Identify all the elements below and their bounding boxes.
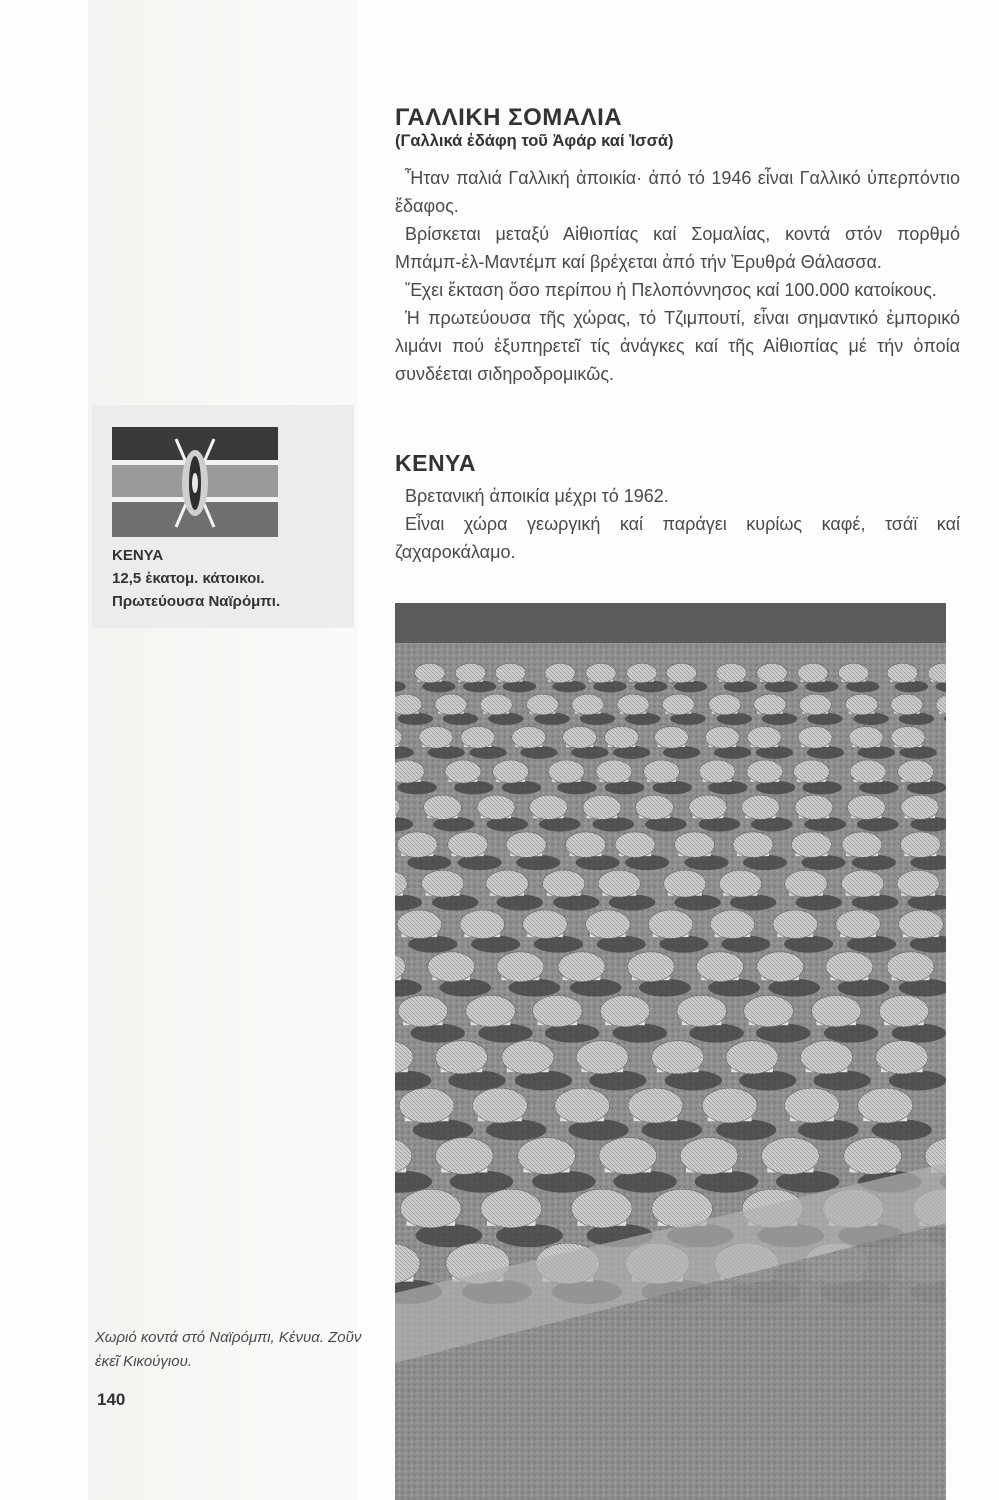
somalia-paragraph: Βρίσκεται μεταξύ Αἰθιοπίας καί Σομαλίας, κοντά στόν πορθμό Μπάμπ-ἐλ-Μαντέμπ καί βρέχεται ἀπό τήν Ἐρυθρά Θάλασσα. xyxy=(395,224,960,272)
somalia-paragraph: Ἡ πρωτεύουσα τῆς χώρας, τό Τζιμπουτί, εἶναι σημαντικό ἐμπορικό λιμάνι πού ἐξυπηρετεῖ τίς ἀνάγκες καί τῆς Αἰθιοπίας μέ τήν ὁποία συνδέεται σιδηροδρομικῶς. xyxy=(395,308,960,384)
kenya-text xyxy=(395,482,960,566)
kenya-paragraph: Βρετανική ἀποικία μέχρι τό 1962. xyxy=(405,486,669,506)
subheading-afar-issa: (Γαλλικά ἐδάφη τοῦ Ἀφάρ καί Ἰσσά) xyxy=(395,132,674,150)
kenya-flag xyxy=(112,427,278,537)
heading-kenya: ΚΕΝΥΑ xyxy=(395,450,476,476)
shield-spears-icon xyxy=(112,427,278,537)
village-huts-image xyxy=(395,603,946,1500)
somalia-paragraph: Ἔχει ἔκταση ὅσο περίπου ἡ Πελοπόννησος καί 100.000 κατοίκους. xyxy=(405,280,937,300)
page-number: 140 xyxy=(97,1390,126,1409)
village-photo xyxy=(395,603,946,1500)
heading-french-somaliland: ΓΑΛΛΙΚΗ ΣΟΜΑΛΙΑ xyxy=(395,104,623,131)
kenya-factbox xyxy=(92,405,354,628)
factbox-country-name: ΚΕΝΥΑ xyxy=(112,547,164,564)
somalia-text xyxy=(395,164,960,388)
factbox-capital: Πρωτεύουσα Ναϊρόμπι. xyxy=(112,593,281,610)
factbox-population: 12,5 ἑκατομ. κάτοικοι. xyxy=(112,570,265,587)
somalia-paragraph: Ἦταν παλιά Γαλλική ἀποικία· ἀπό τό 1946 εἶναι Γαλλικό ὑπερπόντιο ἔδαφος. xyxy=(395,168,960,216)
page-margin-shade xyxy=(88,0,358,1500)
photo-caption: Χωριό κοντά στό Ναϊρόμπι, Κένυα. Ζοῦν ἐκεῖ Κικούγιου. xyxy=(95,1329,362,1370)
kenya-paragraph: Εἶναι χώρα γεωργική καί παράγει κυρίως καφέ, τσάϊ καί ζαχαροκάλαμο. xyxy=(395,514,960,562)
